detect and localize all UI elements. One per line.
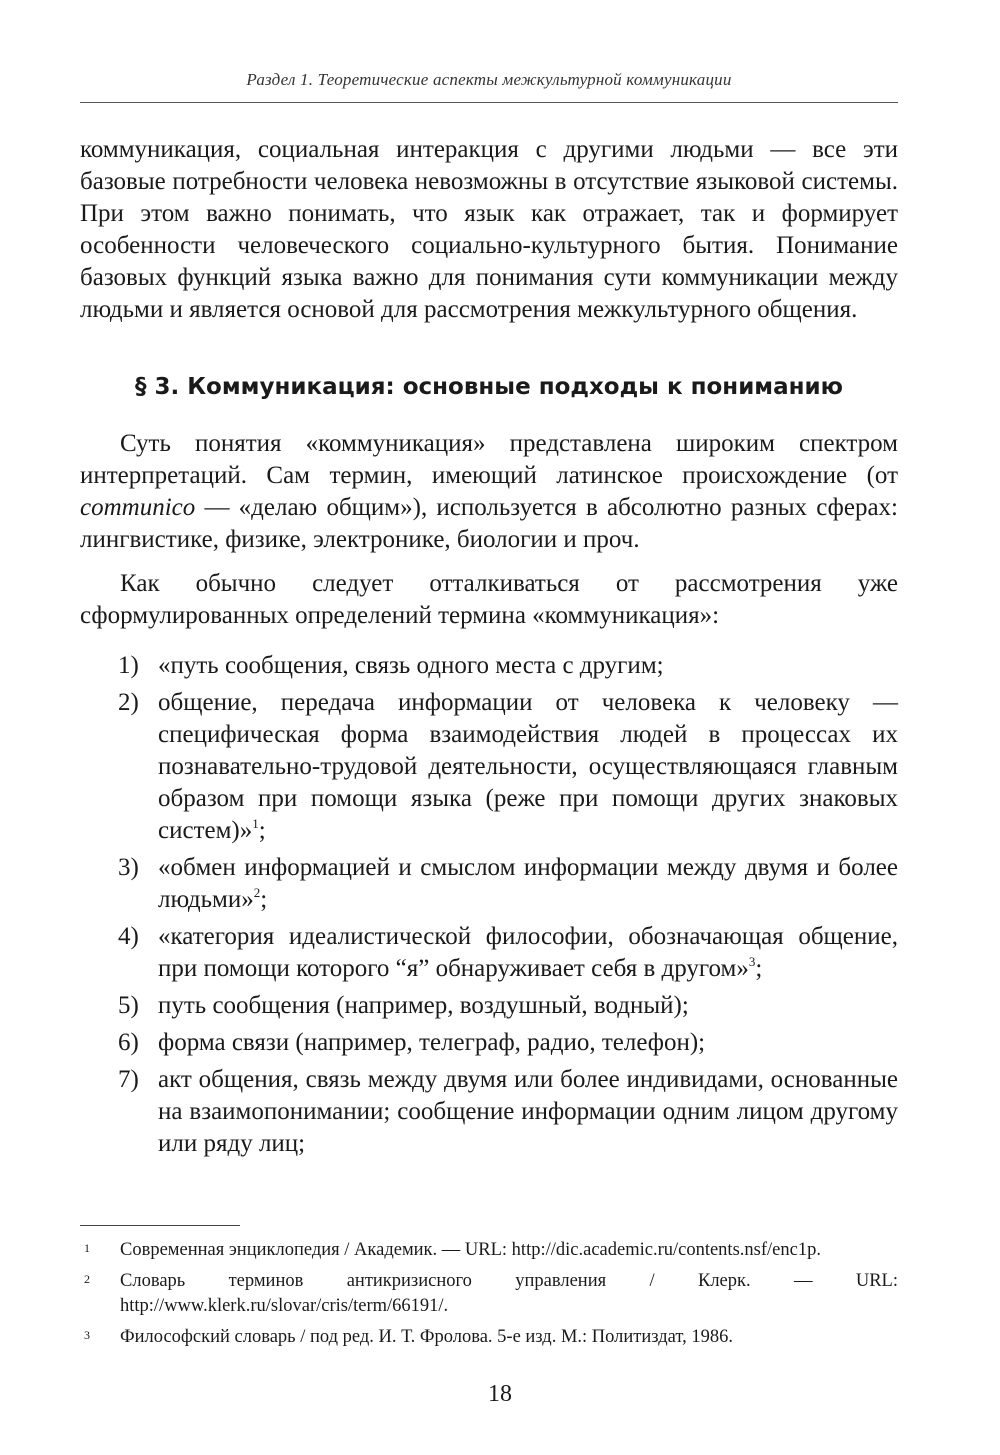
definitions-list bbox=[80, 650, 898, 1160]
footnote-number: 2 bbox=[84, 1272, 90, 1286]
list-item-text: «обмен информацией и смыслом информации между двумя и более людьми» bbox=[158, 854, 898, 913]
list-item bbox=[80, 1064, 898, 1160]
list-item-number: 3) bbox=[118, 854, 139, 881]
list-item bbox=[80, 852, 898, 916]
list-item-tail: ; bbox=[258, 817, 266, 844]
list-item-text: путь сообщения (например, воздушный, водный); bbox=[158, 992, 689, 1019]
list-item-text: общение, передача информации от человека к человеку — специфическая форма взаимодействия людей в процессах их познавательно-трудовой деятельности, осуществляющаяся главным образом при помощи языка (реже при помощи других знаковых систем)» bbox=[158, 689, 898, 844]
section-paragraph-1 bbox=[80, 428, 898, 556]
footnote-ref[interactable]: 3 bbox=[748, 954, 756, 969]
latin-term: communico bbox=[80, 494, 196, 521]
list-item bbox=[80, 921, 898, 985]
footnote-text: Современная энциклопедия / Академик. — URL: http://dic.academic.ru/contents.nsf/enc1p. bbox=[120, 1240, 821, 1260]
list-item bbox=[80, 650, 898, 682]
footnote-ref[interactable]: 1 bbox=[252, 816, 259, 831]
footnote bbox=[80, 1325, 898, 1350]
list-item-text: форма связи (например, телеграф, радио, телефон); bbox=[158, 1029, 706, 1056]
list-item-number: 5) bbox=[118, 992, 139, 1019]
para1-text-before: Суть понятия «коммуникация» представлена широким спектром интерпретаций. Сам термин, имеющий латинское происхождение (от bbox=[80, 430, 898, 489]
list-item-number: 2) bbox=[118, 689, 139, 716]
list-item-text: «категория идеалистической философии, обозначающая общение, при помощи которого “я” обнаруживает себя в другом» bbox=[158, 923, 898, 982]
header-divider bbox=[80, 102, 898, 103]
intro-paragraph: коммуникация, социальная интеракция с другими людьми — все эти базовые потребности человека невозможны в отсутствие языковой системы. При этом важно понимать, что язык как отражает, так и формирует особенности человеческого социально-культурного бытия. Понимание базовых функций языка важно для понимания сути коммуникации между людьми и является основой для рассмотрения межкультурного общения. bbox=[80, 136, 898, 323]
list-item-text: «путь сообщения, связь одного места с другим; bbox=[158, 652, 664, 679]
list-item bbox=[80, 1027, 898, 1059]
section-paragraph-2: Как обычно следует отталкиваться от рассмотрения уже сформулированных определений термина «коммуникация»: bbox=[80, 570, 898, 629]
list-item-number: 4) bbox=[118, 923, 139, 950]
list-item-tail: ; bbox=[260, 886, 268, 913]
footnote-ref[interactable]: 2 bbox=[253, 885, 261, 900]
footnote bbox=[80, 1238, 898, 1263]
list-item-tail: ; bbox=[755, 955, 763, 982]
list-item bbox=[80, 990, 898, 1022]
list-item-number: 1) bbox=[118, 652, 139, 679]
footnote-number: 1 bbox=[84, 1241, 90, 1255]
section-heading: § 3. Коммуникация: основные подходы к пониманию bbox=[135, 374, 843, 400]
list-item-number: 6) bbox=[118, 1029, 139, 1056]
list-item bbox=[80, 687, 898, 847]
footnote-divider bbox=[80, 1225, 240, 1226]
list-item-number: 7) bbox=[118, 1066, 139, 1093]
footnote-text: Словарь терминов антикризисного управления / Клерк. — URL: http://www.klerk.ru/slovar/cris/term/66191/. bbox=[120, 1271, 898, 1316]
footnotes bbox=[80, 1238, 898, 1356]
para1-text-after: — «делаю общим»), используется в абсолютно разных сферах: лингвистике, физике, электронике, биологии и проч. bbox=[80, 494, 898, 553]
footnote-number: 3 bbox=[84, 1328, 90, 1342]
page-number: 18 bbox=[488, 1381, 512, 1407]
footnote bbox=[80, 1269, 898, 1319]
list-item-text: акт общения, связь между двумя или более индивидами, основанные на взаимопонимании; сообщение информации одним лицом другому или ряду лиц; bbox=[158, 1066, 898, 1157]
main-text bbox=[80, 134, 898, 1165]
footnote-text: Философский словарь / под ред. И. Т. Фролова. 5-е изд. М.: Политиздат, 1986. bbox=[120, 1327, 733, 1347]
running-header: Раздел 1. Теоретические аспекты межкультурной коммуникации bbox=[246, 70, 732, 89]
